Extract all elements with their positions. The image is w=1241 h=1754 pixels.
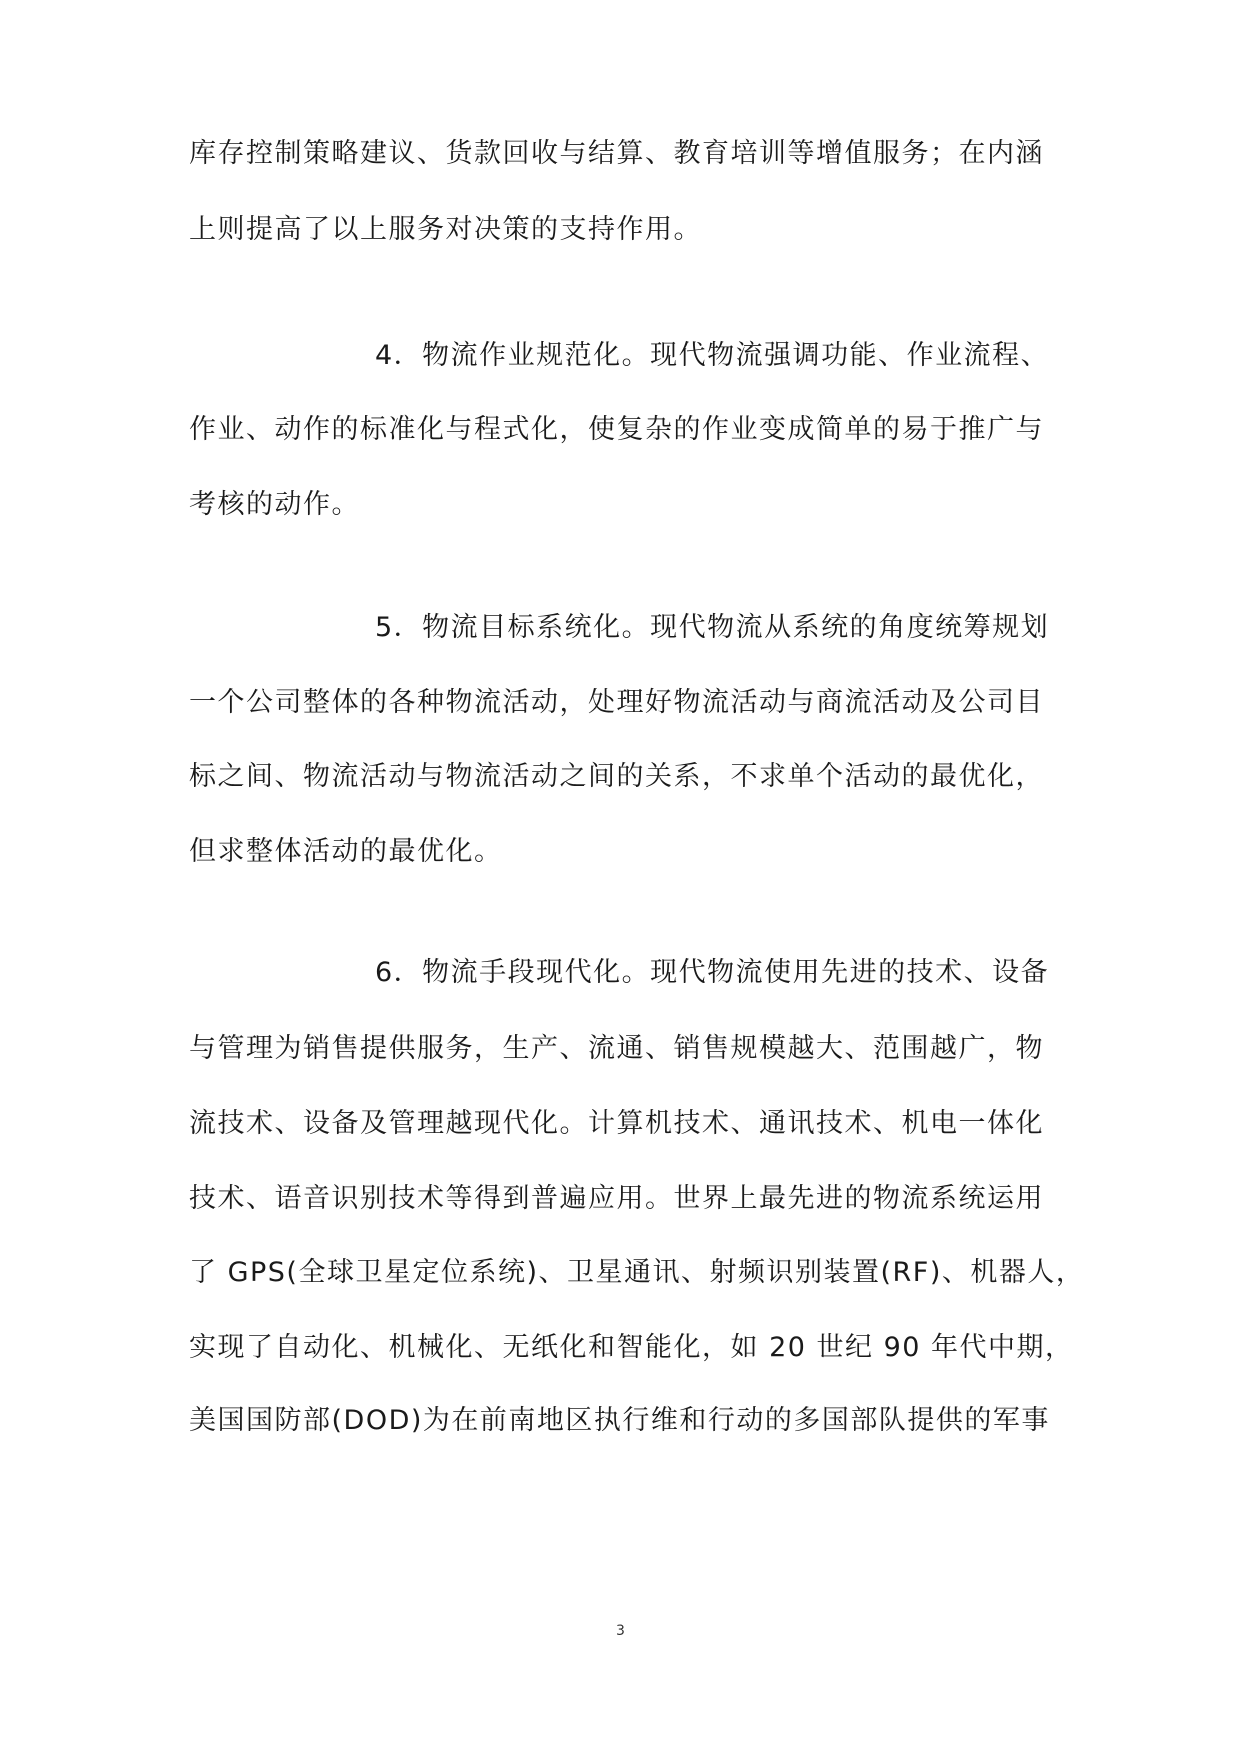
page-number: 3	[616, 1623, 625, 1639]
text-line: 上则提高了以上服务对决策的支持作用。	[189, 214, 702, 245]
text-line: 一个公司整体的各种物流活动，处理好物流活动与商流活动及公司目	[189, 687, 1044, 718]
text-line: 技术、语音识别技术等得到普遍应用。世界上最先进的物流系统运用	[189, 1183, 1044, 1214]
text-line: 考核的动作。	[189, 489, 360, 520]
text-line: 流技术、设备及管理越现代化。计算机技术、通讯技术、机电一体化	[189, 1108, 1044, 1139]
text-line: 与管理为销售提供服务，生产、流通、销售规模越大、范围越广，物	[189, 1033, 1044, 1064]
text-line: 6．物流手段现代化。现代物流使用先进的技术、设备	[375, 957, 1050, 988]
text-line: 作业、动作的标准化与程式化，使复杂的作业变成简单的易于推广与	[189, 414, 1044, 445]
text-line: 美国国防部(DOD)为在前南地区执行维和行动的多国部队提供的军事	[189, 1405, 1050, 1436]
text-line: 4．物流作业规范化。现代物流强调功能、作业流程、	[375, 340, 1050, 371]
text-line: 5．物流目标系统化。现代物流从系统的角度统筹规划	[375, 612, 1050, 643]
text-line: 实现了自动化、机械化、无纸化和智能化，如 20 世纪 90 年代中期，	[189, 1332, 1074, 1363]
text-line: 标之间、物流活动与物流活动之间的关系，不求单个活动的最优化，	[189, 761, 1044, 792]
text-line: 但求整体活动的最优化。	[189, 836, 503, 867]
text-line: 了 GPS(全球卫星定位系统)、卫星通讯、射频识别装置(RF)、机器人，	[189, 1257, 1085, 1288]
text-line: 库存控制策略建议、货款回收与结算、教育培训等增值服务；在内涵	[189, 138, 1044, 169]
